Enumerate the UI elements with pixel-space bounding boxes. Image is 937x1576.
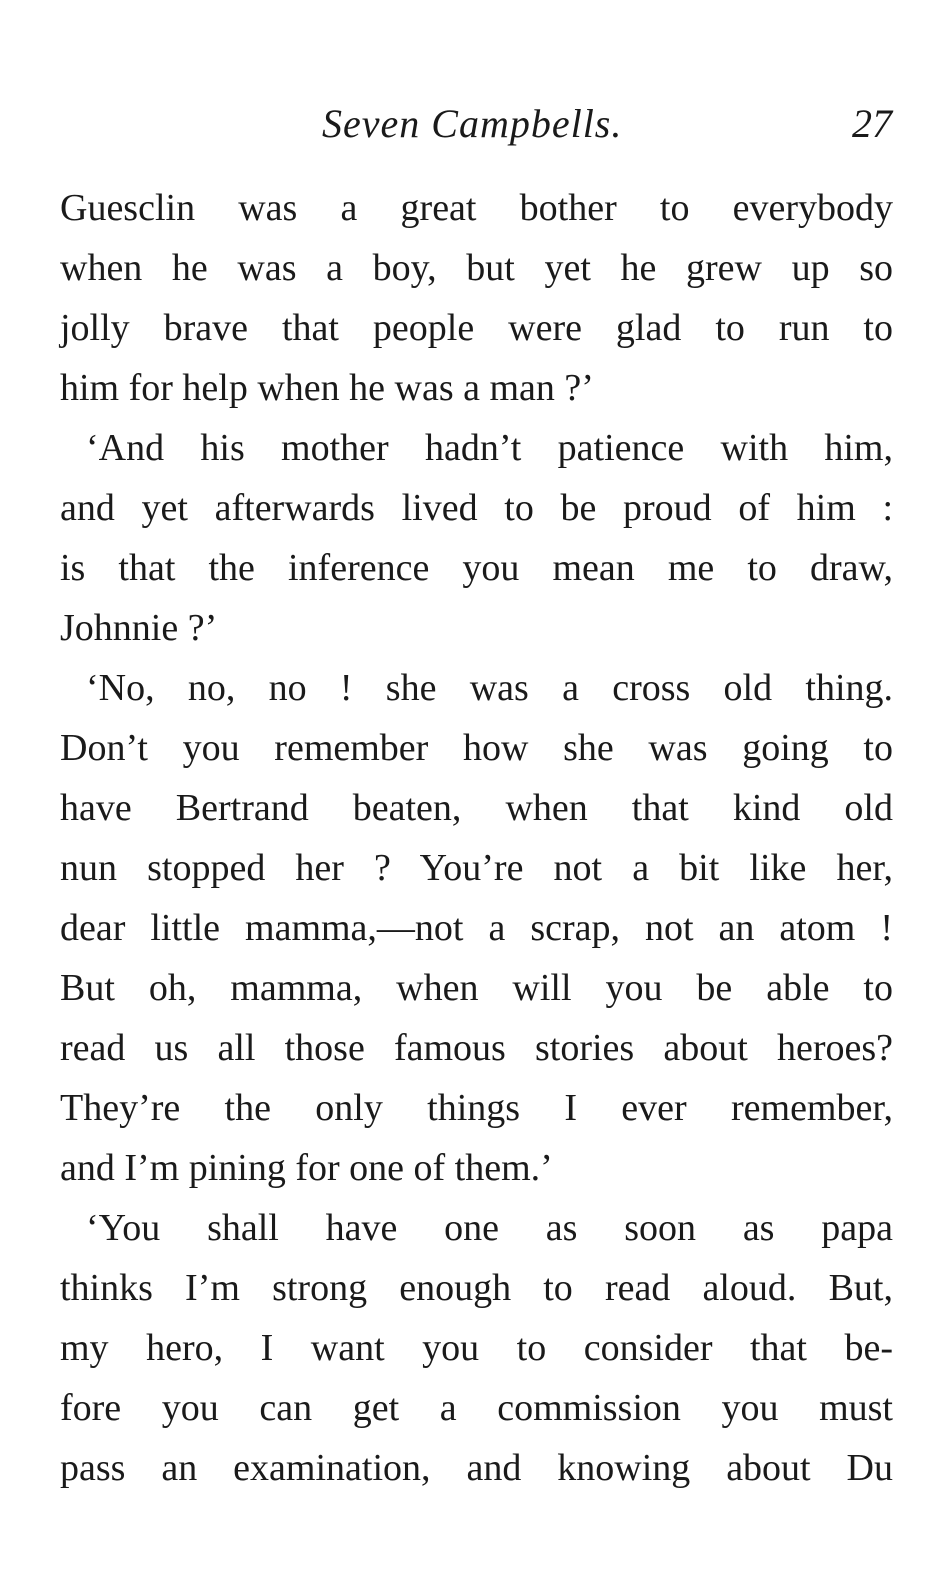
text-line: thinks I’m strong enough to read aloud. But,	[60, 1267, 893, 1309]
text-line: But oh, mamma, when will you be able to	[60, 967, 893, 1009]
text-line: have Bertrand beaten, when that kind old	[60, 787, 893, 829]
text-line: ‘And his mother hadn’t patience with him,	[86, 427, 893, 469]
text-line: when he was a boy, but yet he grew up so	[60, 247, 893, 289]
text-line: jolly brave that people were glad to run to	[60, 307, 893, 349]
running-title: Seven Campbells.	[322, 101, 623, 146]
text-line: Guesclin was a great bother to everybody	[60, 187, 893, 229]
text-line: They’re the only things I ever remember,	[60, 1087, 893, 1129]
text-line: is that the inference you mean me to draw,	[60, 547, 893, 589]
text-line: him for help when he was a man ?’	[60, 367, 594, 409]
text-line: Johnnie ?’	[60, 607, 218, 649]
text-line: fore you can get a commission you must	[60, 1387, 893, 1429]
text-line: read us all those famous stories about heroes?	[60, 1027, 893, 1069]
text-line: ‘No, no, no ! she was a cross old thing.	[86, 667, 893, 709]
running-head	[60, 100, 892, 150]
text-line: pass an examination, and knowing about Du	[60, 1447, 893, 1489]
body-text	[60, 178, 893, 1498]
text-line: Don’t you remember how she was going to	[60, 727, 893, 769]
text-line: my hero, I want you to consider that be-	[60, 1327, 893, 1369]
page-number: 27	[852, 101, 892, 146]
text-line: nun stopped her ? You’re not a bit like her,	[60, 847, 893, 889]
text-line: ‘You shall have one as soon as papa	[86, 1207, 893, 1249]
text-line: dear little mamma,—not a scrap, not an atom !	[60, 907, 893, 949]
text-line: and yet afterwards lived to be proud of him :	[60, 487, 893, 529]
text-line: and I’m pining for one of them.’	[60, 1147, 553, 1189]
